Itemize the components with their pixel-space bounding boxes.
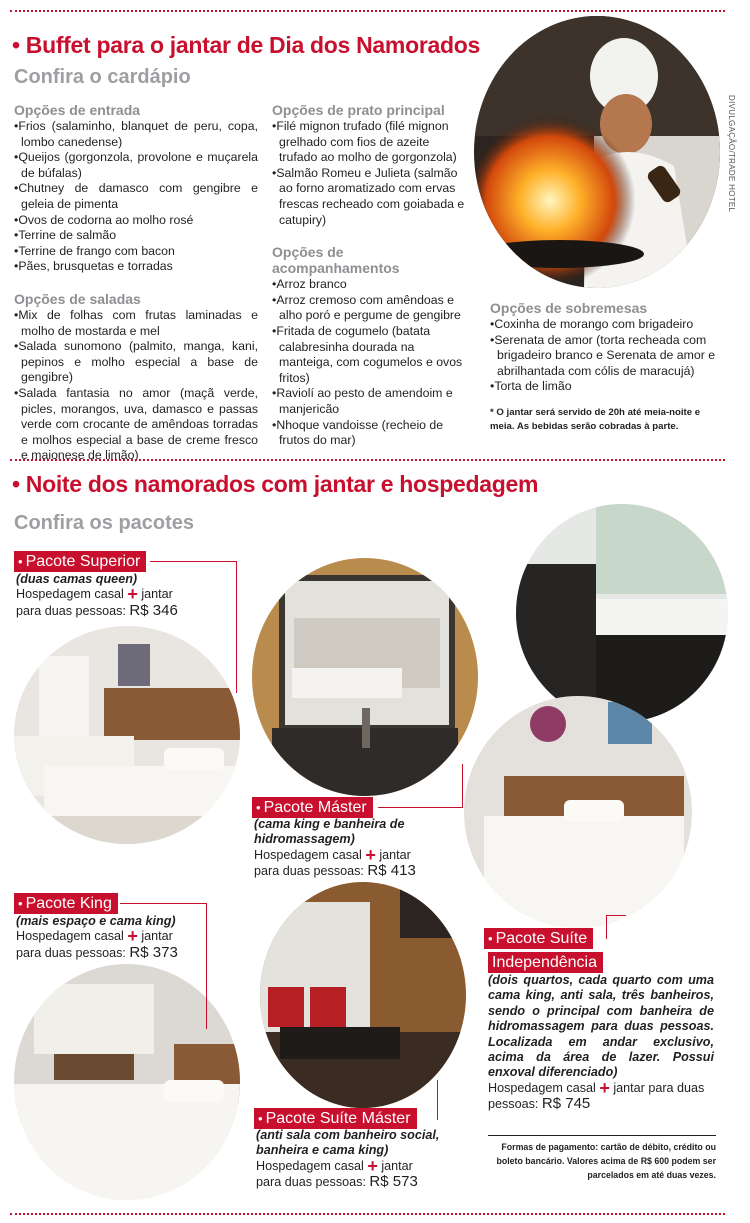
bottom-divider xyxy=(10,1213,725,1215)
pkg-master-line xyxy=(462,764,463,808)
king-bed-image xyxy=(464,696,692,928)
payment-info: Formas de pagamento: cartão de débito, crédito ou boleto bancário. Valores acima de R$ 600 podem ser parcelados em até duas vezes. xyxy=(496,1142,716,1180)
list-item: • Torta de limão xyxy=(490,379,718,395)
entradas-list xyxy=(14,119,258,275)
pkg-master-details: (cama king e banheira de hidromassagem) Hospedagem casal + jantar para duas pessoas: R$ 413 xyxy=(254,817,464,880)
pkg-master-price: R$ 413 xyxy=(367,862,416,880)
plus-icon: + xyxy=(127,584,138,605)
plus-icon: + xyxy=(365,844,376,865)
pkg-independencia-price: R$ 745 xyxy=(541,1095,591,1113)
pkg-independencia-line-h xyxy=(606,915,626,916)
entradas-heading: Opções de entrada xyxy=(14,102,141,118)
hospedagem-title: • Noite dos namorados com jantar e hospedagem xyxy=(12,471,539,497)
pkg-king-details: (mais espaço e cama king) Hospedagem casal + jantar para duas pessoas: R$ 373 xyxy=(16,914,216,961)
list-item: • Nhoque vandoisse (recheio de frutos do mar) xyxy=(272,418,468,449)
acompanhamentos-heading: Opções de acompanhamentos xyxy=(272,244,400,277)
pkg-superior-line-h xyxy=(150,561,237,562)
list-item: • Terrine de frango com bacon xyxy=(14,244,258,260)
acompanhamentos-list xyxy=(272,277,468,449)
menu-column-left xyxy=(14,102,258,464)
saladas-heading: Opções de saladas xyxy=(14,290,141,307)
list-item: • Serenata de amor (torta recheada com brigadeiro branco e Serenata de amor e abrilhantada com cólis de maracujá) xyxy=(490,333,718,380)
pkg-suite-master-price: R$ 573 xyxy=(369,1173,418,1191)
dinner-note: * O jantar será servido de 20h até meia-noite e meia. As bebidas serão cobradas à parte. xyxy=(490,407,701,432)
list-item: • Filé mignon trufado (filé mignon grelhado com fios de azeite trufado ao molho de gorgonzola) xyxy=(272,119,468,166)
list-item: • Terrine de salmão xyxy=(14,228,258,244)
photo-credit: DIVULGAÇÃO/TRADE HOTEL xyxy=(727,95,736,213)
pkg-king-label: • Pacote King xyxy=(14,893,118,914)
pkg-independencia-label-b: Independência xyxy=(488,952,603,973)
pkg-suite-master-desc: (anti sala com banheiro social, banheira e cama king) xyxy=(256,1128,440,1158)
payment-rule xyxy=(488,1135,716,1136)
pkg-king-price: R$ 373 xyxy=(129,943,178,961)
list-item: • Pães, brusquetas e torradas xyxy=(14,259,258,275)
top-divider xyxy=(10,10,725,12)
menu-column-middle xyxy=(272,102,468,449)
list-item: • Chutney de damasco com gengibre e geleia de pimenta xyxy=(14,181,258,212)
pkg-superior-details: (duas camas queen) Hospedagem casal + jantar para duas pessoas: R$ 346 xyxy=(16,572,246,619)
pkg-king-line-h xyxy=(120,903,207,904)
room-photo-independencia xyxy=(464,696,692,928)
sobremesas-heading: Opções de sobremesas xyxy=(490,300,648,316)
living-room-image xyxy=(260,882,466,1108)
hospedagem-subtitle: Confira os pacotes xyxy=(14,512,195,534)
pkg-master-desc: (cama king e banheira de hidromassagem) xyxy=(254,817,405,847)
list-item: • Arroz branco xyxy=(272,277,468,293)
pkg-king-desc: (mais espaço e cama king) xyxy=(16,914,176,928)
saladas-list xyxy=(14,308,258,464)
pkg-suite-master-details: (anti sala com banheiro social, banheira e cama king) Hospedagem casal + jantar para duas pessoas: R$ 573 xyxy=(256,1128,456,1191)
pkg-independencia-line xyxy=(606,915,607,939)
section-divider xyxy=(10,459,725,461)
chef-flambe-image xyxy=(474,16,720,288)
list-item: • Salmão Romeu e Julieta (salmão ao forno aromatizado com ervas frescas recheado com goiabada e catupiry) xyxy=(272,166,468,228)
pkg-superior-price: R$ 346 xyxy=(129,601,178,619)
list-item: • Frios (salaminho, blanquet de peru, copa, lombo canedense) xyxy=(14,119,258,150)
twin-beds-image xyxy=(14,626,240,844)
chef-photo xyxy=(474,16,720,288)
buffet-title: • Buffet para o jantar de Dia dos Namorados xyxy=(12,32,480,58)
pkg-superior-label: • Pacote Superior xyxy=(14,551,146,572)
plus-icon: + xyxy=(127,926,138,947)
jacuzzi-image xyxy=(516,504,728,722)
room-photo-superior xyxy=(14,626,240,844)
pkg-master-label: • Pacote Máster xyxy=(252,797,373,818)
list-item: • Salada sunomono (palmito, manga, kani, pepinos e molho especial a base de gengibre) xyxy=(14,339,258,386)
room-photo-master xyxy=(252,558,478,796)
pkg-suite-master-label: • Pacote Suíte Máster xyxy=(254,1108,417,1129)
list-item: • Ovos de codorna ao molho rosé xyxy=(14,213,258,229)
plus-icon: + xyxy=(599,1077,610,1098)
bathroom-window-image xyxy=(252,558,478,796)
list-item: • Arroz cremoso com amêndoas e alho poró e pergume de gengibre xyxy=(272,293,468,324)
list-item: • Raviolí ao pesto de amendoim e manjericão xyxy=(272,386,468,417)
pkg-master-line-h xyxy=(378,807,463,808)
buffet-subtitle: Confira o cardápio xyxy=(14,66,191,88)
plus-icon: + xyxy=(367,1155,378,1176)
pkg-suite-master-line xyxy=(437,1080,438,1120)
room-photo-jacuzzi xyxy=(516,504,728,722)
menu-column-right xyxy=(490,300,718,395)
list-item: • Fritada de cogumelo (batata calabresinha dourada na manteiga, com cogumelos e ovos fritos) xyxy=(272,324,468,386)
principal-heading: Opções de prato principal xyxy=(272,102,445,118)
list-item: • Queijos (gorgonzola, provolone e muçarela de búfalas) xyxy=(14,150,258,181)
sobremesas-list xyxy=(490,317,718,395)
pkg-independencia-desc: (dois quartos, cada quarto com uma cama king, anti sala, três banheiros, sendo o principal com banheira de hidromassagem para duas pessoas. Localizada em andar exclusivo, acima da área de lazer. Possui enxoval diferenciado) xyxy=(488,973,714,1080)
list-item: • Mix de folhas com frutas laminadas e molho de mostarda e mel xyxy=(14,308,258,339)
list-item: • Coxinha de morango com brigadeiro xyxy=(490,317,718,333)
pkg-independencia-details: (dois quartos, cada quarto com uma cama king, anti sala, três banheiros, sendo o principal com banheira de hidromassagem para duas pessoas. Localizada em andar exclusivo, acima da área de lazer. Possui enxoval diferenciado) Hospedagem casal + jantar para duas pessoas: R$ 745 xyxy=(488,973,714,1113)
principal-list xyxy=(272,119,468,228)
room-photo-suite-master xyxy=(260,882,466,1108)
list-item: • Salada fantasia no amor (maçã verde, picles, morangos, uva, damasco e passas verde com crocante de amêndoas torradas e molhos especial a base de creme fresco e maionese de limão) xyxy=(14,386,258,464)
pkg-superior-desc: (duas camas queen) xyxy=(16,572,138,586)
pkg-independencia-label-a: • Pacote Suíte xyxy=(484,928,593,949)
